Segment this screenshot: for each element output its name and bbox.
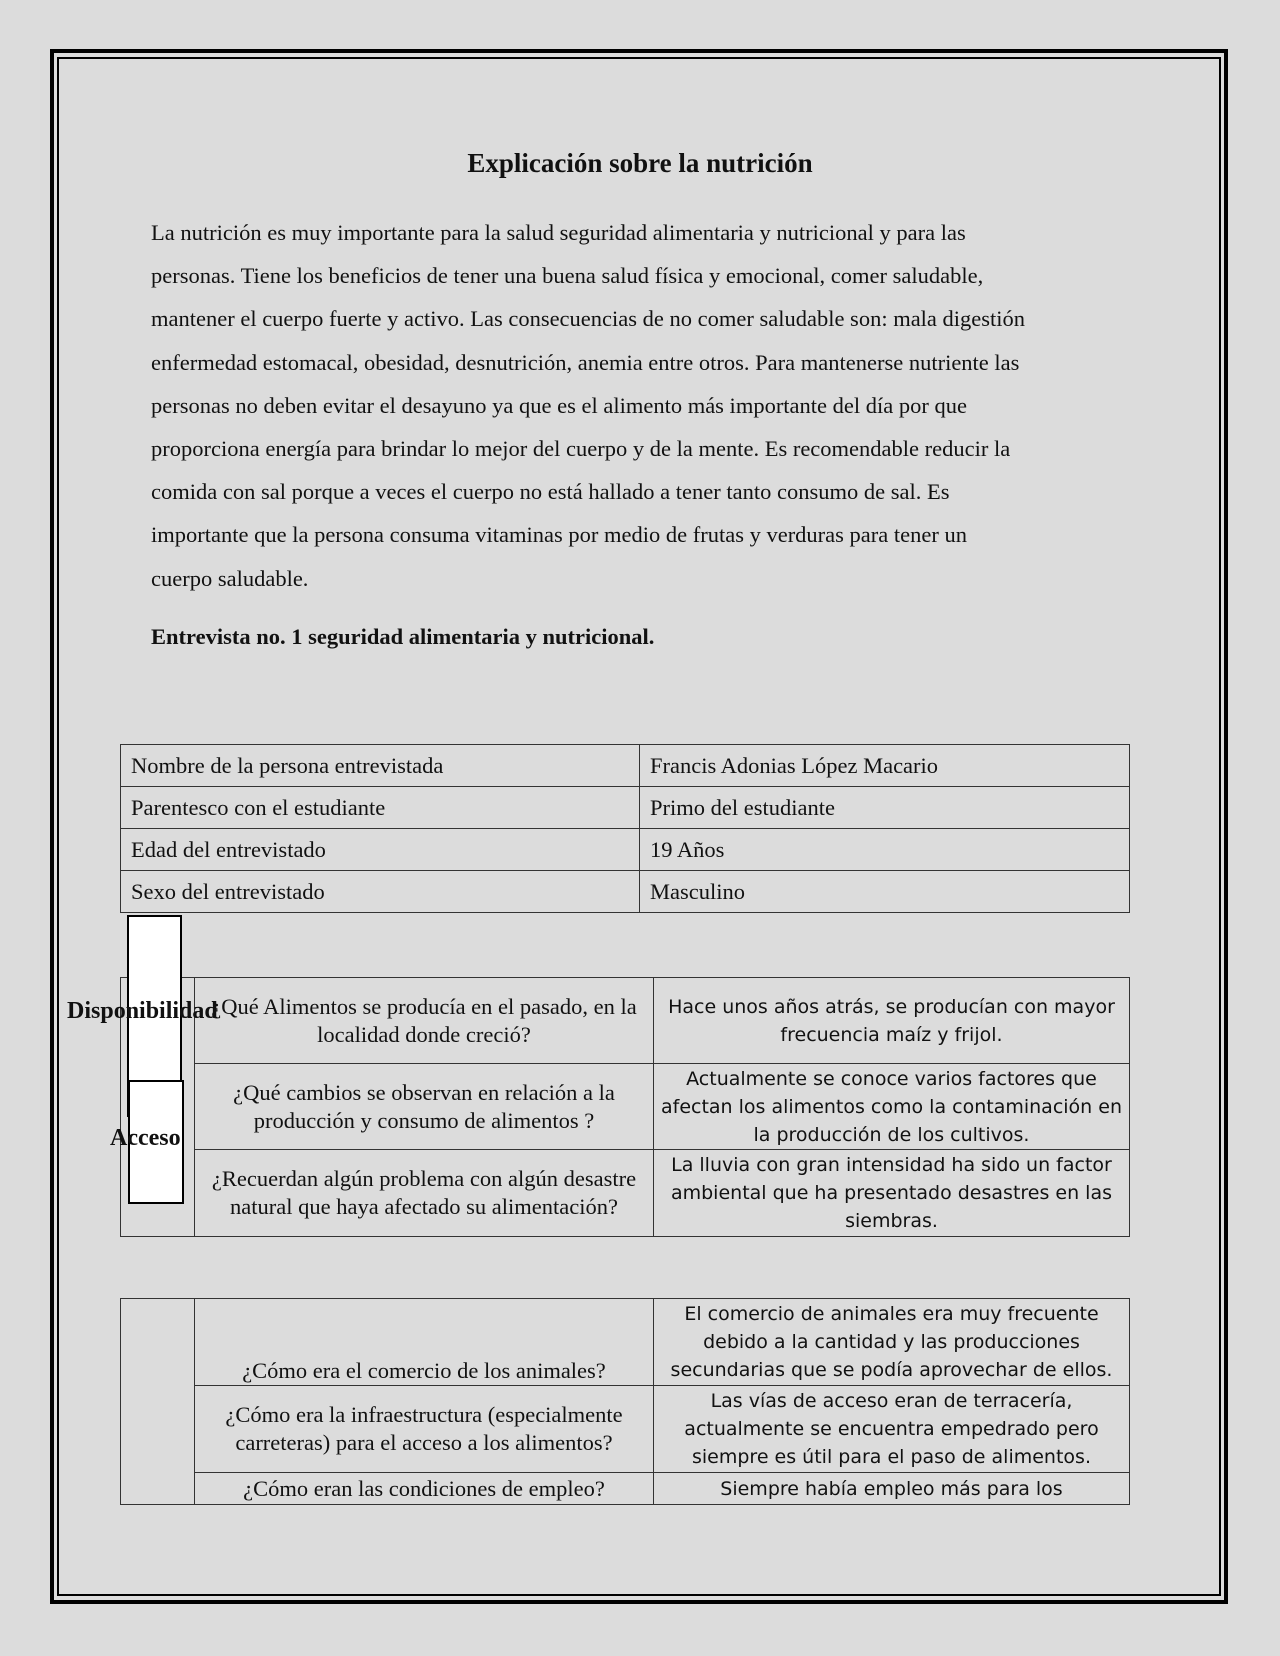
answer-cell: La lluvia con gran intensidad ha sido un factor ambiental que ha presentado desastres en las siembras. — [654, 1150, 1130, 1237]
question-cell: ¿Qué cambios se observan en relación a la producción y consumo de alimentos ? — [195, 1064, 654, 1150]
interviewee-info-table — [120, 744, 1130, 913]
table-row — [121, 829, 1130, 871]
answer-cell: El comercio de animales era muy frecuente debido a la cantidad y las producciones secundarias que se podía aprovechar de ellos. — [654, 1299, 1130, 1386]
paragraph-line: comida con sal porque a veces el cuerpo no está hallado a tener tanto consumo de sal. Es — [151, 479, 950, 505]
table-row — [121, 978, 1130, 1064]
disponibilidad-label: Disponibilidad — [67, 998, 218, 1024]
interview-heading: Entrevista no. 1 seguridad alimentaria y nutricional. — [151, 624, 655, 649]
table-row — [121, 1150, 1130, 1237]
answer-cell: Hace unos años atrás, se producían con mayor frecuencia maíz y frijol. — [654, 978, 1130, 1064]
category-cell — [121, 1299, 195, 1505]
answer-cell: Las vías de acceso eran de terracería, actualmente se encuentra empedrado pero siempre es útil para el paso de alimentos. — [654, 1386, 1130, 1473]
info-label: Parentesco con el estudiante — [121, 787, 640, 829]
info-value: 19 Años — [640, 829, 1130, 871]
paragraph-line: mantener el cuerpo fuerte y activo. Las consecuencias de no comer saludable son: mala digestión — [151, 306, 1026, 332]
question-cell: ¿Qué Alimentos se producía en el pasado, en la localidad donde creció? — [195, 978, 654, 1064]
paragraph-line: enfermedad estomacal, obesidad, desnutrición, anemia entre otros. Para mantenerse nutriente las — [151, 349, 1020, 375]
answer-cell: Siempre había empleo más para los — [654, 1473, 1130, 1505]
info-value: Primo del estudiante — [640, 787, 1130, 829]
info-value: Francis Adonias López Macario — [640, 745, 1130, 787]
paragraph-line: personas no deben evitar el desayuno ya que es el alimento más importante del día por que — [151, 392, 967, 418]
question-cell: ¿Cómo eran las condiciones de empleo? — [195, 1473, 654, 1505]
table-row — [121, 745, 1130, 787]
info-value: Masculino — [640, 871, 1130, 913]
question-cell: ¿Recuerdan algún problema con algún desastre natural que haya afectado su alimentación? — [195, 1150, 654, 1237]
paragraph-line: cuerpo saludable. — [151, 565, 309, 591]
answer-cell: Actualmente se conoce varios factores que afectan los alimentos como la contaminación en la producción de los cultivos. — [654, 1064, 1130, 1150]
table-row — [121, 1064, 1130, 1150]
table-row — [121, 787, 1130, 829]
acceso-label: Acceso — [110, 1125, 181, 1151]
body-paragraph — [151, 211, 1141, 600]
info-label: Nombre de la persona entrevistada — [121, 745, 640, 787]
access-table — [120, 1298, 1130, 1505]
question-cell: ¿Cómo era el comercio de los animales? — [195, 1299, 654, 1386]
table-row — [121, 1299, 1130, 1386]
paragraph-line: La nutrición es muy importante para la salud seguridad alimentaria y nutricional y para las — [151, 220, 966, 245]
paragraph-line: personas. Tiene los beneficios de tener una buena salud física y emocional, comer saludable, — [151, 263, 984, 289]
info-label: Sexo del entrevistado — [121, 871, 640, 913]
paragraph-line: proporciona energía para brindar lo mejor del cuerpo y de la mente. Es recomendable reducir la — [151, 436, 1011, 462]
question-cell: ¿Cómo era la infraestructura (especialmente carreteras) para el acceso a los alimentos? — [195, 1386, 654, 1473]
availability-table — [120, 977, 1130, 1237]
table-row — [121, 871, 1130, 913]
paragraph-line: importante que la persona consuma vitaminas por medio de frutas y verduras para tener un — [151, 522, 967, 548]
table-row — [121, 1386, 1130, 1473]
table-row — [121, 1473, 1130, 1505]
info-label: Edad del entrevistado — [121, 829, 640, 871]
document-title: Explicación sobre la nutrición — [467, 148, 813, 178]
